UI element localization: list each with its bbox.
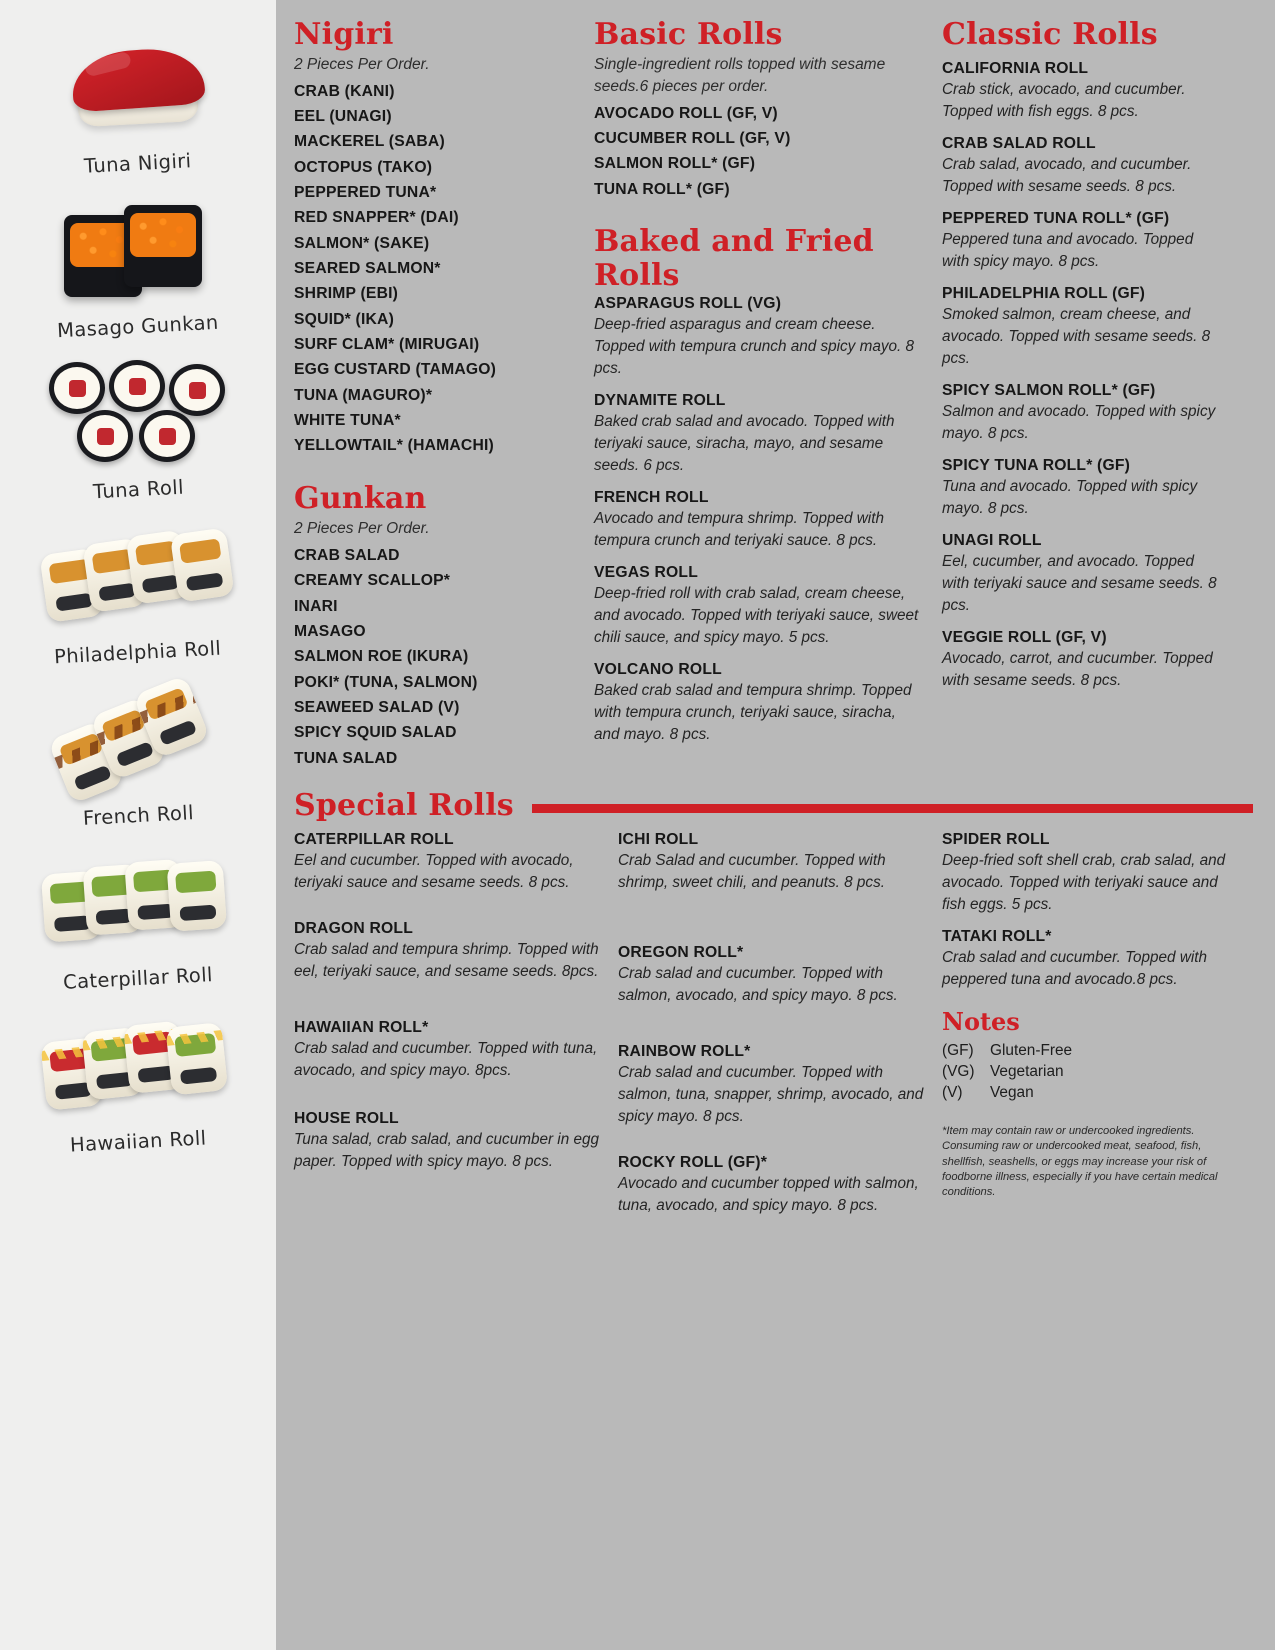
photo-item-tuna-roll xyxy=(13,348,263,509)
list-item: AVOCADO ROLL (GF, V) xyxy=(594,104,778,122)
legend-tag: (GF) xyxy=(942,1041,974,1059)
tuna-nigiri-image xyxy=(28,22,248,150)
menu-entry xyxy=(942,285,1224,370)
menu-entry xyxy=(942,457,1224,520)
photo-item-tuna-nigiri xyxy=(13,22,263,183)
entry-name: DRAGON ROLL xyxy=(294,919,413,937)
section-title-notes: Notes xyxy=(942,1006,1020,1036)
menu-entry xyxy=(594,564,924,649)
entry-name: UNAGI ROLL xyxy=(942,531,1042,549)
entry-desc: Baked crab salad and avocado. Topped with teriyaki sauce, siracha, mayo, and sesame seeds. 6 pcs. xyxy=(594,412,895,474)
gunkan-list xyxy=(294,547,576,769)
legend-label: Gluten-Free xyxy=(990,1041,1073,1059)
entry-name: SPICY TUNA ROLL* (GF) xyxy=(942,456,1131,474)
entry-name: RAINBOW ROLL* xyxy=(618,1042,751,1060)
entry-name: CRAB SALAD ROLL xyxy=(942,134,1096,152)
entry-desc: Peppered tuna and avocado. Topped with spicy mayo. 8 pcs. xyxy=(942,230,1194,270)
special-column-2 xyxy=(618,831,942,1229)
basic-rolls-list xyxy=(594,105,924,200)
entry-desc: Crab salad and cucumber. Topped with salmon, tuna, snapper, shrimp, avocado, and spicy mayo. 8 pcs. xyxy=(618,1063,924,1125)
entry-name: FRENCH ROLL xyxy=(594,488,709,506)
photo-item-philadelphia-roll xyxy=(13,511,263,672)
list-item: PEPPERED TUNA* xyxy=(294,183,437,201)
disclaimer-text: *Item may contain raw or undercooked ingredients. Consuming raw or undercooked meat, seafood, fish, shellfish, seashells, or eggs may increase your risk of foodborne illness, especially if you have certain medical conditions. xyxy=(942,1124,1218,1199)
entry-name: CATERPILLAR ROLL xyxy=(294,830,454,848)
section-title-gunkan: Gunkan xyxy=(294,481,427,517)
menu-entry xyxy=(942,60,1224,123)
classic-rolls-list xyxy=(942,60,1224,692)
menu-content xyxy=(276,0,1275,1650)
column-basic-baked xyxy=(594,18,942,775)
entry-name: TATAKI ROLL* xyxy=(942,927,1052,945)
legend-row xyxy=(942,1042,1232,1060)
list-item: OCTOPUS (TAKO) xyxy=(294,158,433,176)
section-title-baked-fried-rolls: Baked and Fried Rolls xyxy=(594,224,874,294)
entry-name: DYNAMITE ROLL xyxy=(594,391,726,409)
entry-desc: Avocado, carrot, and cucumber. Topped with sesame seeds. 8 pcs. xyxy=(942,649,1213,689)
list-item: MASAGO xyxy=(294,622,366,640)
list-item: SPICY SQUID SALAD xyxy=(294,724,457,742)
menu-entry xyxy=(618,1154,926,1217)
section-title-special-rolls: Special Rolls xyxy=(294,787,514,823)
top-columns xyxy=(294,18,1253,775)
menu-entry xyxy=(942,928,1232,991)
entry-desc: Baked crab salad and tempura shrimp. Topped with tempura crunch, teriyaki sauce, siracha, and mayo. 8 pcs. xyxy=(594,681,912,743)
section-title-nigiri: Nigiri xyxy=(294,17,394,52)
list-item: EGG CUSTARD (TAMAGO) xyxy=(294,361,497,379)
entry-name: PHILADELPHIA ROLL (GF) xyxy=(942,284,1146,302)
section-title-basic-rolls: Basic Rolls xyxy=(594,17,783,52)
entry-desc: Salmon and avocado. Topped with spicy mayo. 8 pcs. xyxy=(942,402,1216,442)
entry-desc: Avocado and cucumber topped with salmon, tuna, avocado, and spicy mayo. 8 pcs. xyxy=(618,1174,919,1214)
photo-item-caterpillar-roll xyxy=(13,837,263,998)
special-rolls-columns xyxy=(294,831,1253,1229)
entry-name: SPIDER ROLL xyxy=(942,830,1050,848)
special-column-1 xyxy=(294,831,618,1229)
nigiri-subnote: 2 Pieces Per Order. xyxy=(294,55,430,73)
menu-entry xyxy=(294,831,602,894)
entry-desc: Crab salad, avocado, and cucumber. Topped with sesame seeds. 8 pcs. xyxy=(942,155,1192,195)
special-column-3 xyxy=(942,831,1242,1229)
column-classic-rolls xyxy=(942,18,1242,775)
list-item: CRAB SALAD xyxy=(294,546,400,564)
entry-name: SPICY SALMON ROLL* (GF) xyxy=(942,381,1156,399)
entry-name: ICHI ROLL xyxy=(618,830,699,848)
list-item: SHRIMP (EBI) xyxy=(294,285,399,303)
list-item: SALMON* (SAKE) xyxy=(294,234,430,252)
legend-row xyxy=(942,1084,1232,1102)
list-item: CREAMY SCALLOP* xyxy=(294,572,451,590)
photo-caption: Masago Gunkan xyxy=(56,310,220,343)
entry-desc: Crab stick, avocado, and cucumber. Topped with fish eggs. 8 pcs. xyxy=(942,80,1186,120)
menu-entry xyxy=(294,1110,602,1173)
list-item: CRAB (KANI) xyxy=(294,82,395,100)
menu-entry xyxy=(942,210,1224,273)
entry-desc: Crab salad and cucumber. Topped with tuna, avocado, and spicy mayo. 8pcs. xyxy=(294,1039,598,1079)
list-item: SEARED SALMON* xyxy=(294,260,441,277)
list-item: EEL (UNAGI) xyxy=(294,107,392,125)
entry-desc: Avocado and tempura shrimp. Topped with tempura crunch and teriyaki sauce. 8 pcs. xyxy=(594,509,884,549)
menu-entry xyxy=(942,831,1232,916)
entry-desc: Crab salad and cucumber. Topped with peppered tuna and avocado.8 pcs. xyxy=(942,948,1208,988)
entry-desc: Eel, cucumber, and avocado. Topped with teriyaki sauce and sesame seeds. 8 pcs. xyxy=(942,552,1217,614)
list-item: TUNA SALAD xyxy=(294,749,398,767)
list-item: TUNA ROLL* (GF) xyxy=(594,180,730,198)
list-item: POKI* (TUNA, SALMON) xyxy=(294,673,478,691)
list-item: INARI xyxy=(294,597,338,615)
entry-desc: Tuna salad, crab salad, and cucumber in egg paper. Topped with spicy mayo. 8 pcs. xyxy=(294,1130,599,1170)
entry-name: VOLCANO ROLL xyxy=(594,660,722,678)
section-title-classic-rolls: Classic Rolls xyxy=(942,17,1158,52)
entry-name: PEPPERED TUNA ROLL* (GF) xyxy=(942,209,1170,227)
menu-entry xyxy=(594,392,924,477)
menu-entry xyxy=(618,831,926,894)
menu-entry xyxy=(294,1019,602,1082)
baked-fried-list xyxy=(594,295,924,746)
menu-entry xyxy=(594,295,924,380)
legend-list xyxy=(942,1042,1232,1102)
entry-name: ASPARAGUS ROLL (VG) xyxy=(594,294,782,312)
legend-label: Vegetarian xyxy=(990,1062,1064,1080)
entry-desc: Deep-fried soft shell crab, crab salad, and avocado. Topped with teriyaki sauce and fish eggs. 5 pcs. xyxy=(942,851,1226,913)
philadelphia-roll-image xyxy=(28,511,248,639)
list-item: SQUID* (IKA) xyxy=(294,310,395,328)
entry-desc: Crab Salad and cucumber. Topped with shrimp, sweet chili, and peanuts. 8 pcs. xyxy=(618,851,886,891)
entry-desc: Eel and cucumber. Topped with avocado, teriyaki sauce and sesame seeds. 8 pcs. xyxy=(294,851,574,891)
menu-entry xyxy=(618,1043,926,1128)
list-item: SALMON ROE (IKURA) xyxy=(294,648,469,666)
entry-name: VEGGIE ROLL (GF, V) xyxy=(942,628,1107,646)
basic-rolls-subnote: Single-ingredient rolls topped with sesame seeds.6 pieces per order. xyxy=(594,55,886,95)
gunkan-subnote: 2 Pieces Per Order. xyxy=(294,519,430,537)
list-item: YELLOWTAIL* (HAMACHI) xyxy=(294,437,494,455)
photo-item-hawaiian-roll xyxy=(13,1000,263,1161)
entry-desc: Deep-fried roll with crab salad, cream cheese, and avocado. Topped with teriyaki sauce, sweet chili sauce, and spicy mayo. 5 pcs. xyxy=(594,584,919,646)
photo-caption: Philadelphia Roll xyxy=(53,636,223,669)
nigiri-list xyxy=(294,83,576,457)
list-item: SURF CLAM* (MIRUGAI) xyxy=(294,336,480,354)
masago-gunkan-image xyxy=(28,185,248,313)
entry-name: VEGAS ROLL xyxy=(594,563,698,581)
photo-caption: French Roll xyxy=(82,801,194,830)
entry-desc: Crab salad and tempura shrimp. Topped with eel, teriyaki sauce, and sesame seeds. 8pcs. xyxy=(294,940,599,980)
list-item: CUCUMBER ROLL (GF, V) xyxy=(594,129,791,147)
menu-entry xyxy=(942,532,1224,617)
photo-caption: Caterpillar Roll xyxy=(62,963,214,994)
entry-desc: Smoked salmon, cream cheese, and avocado. Topped with sesame seeds. 8 pcs. xyxy=(942,305,1211,367)
tuna-roll-image xyxy=(28,348,248,476)
entry-name: ROCKY ROLL (GF)* xyxy=(618,1153,768,1171)
photo-item-masago-gunkan xyxy=(13,185,263,346)
caterpillar-roll-image xyxy=(28,837,248,965)
list-item: WHITE TUNA* xyxy=(294,412,401,430)
column-nigiri-gunkan xyxy=(294,18,594,775)
entry-name: OREGON ROLL* xyxy=(618,943,744,961)
menu-entry xyxy=(294,920,602,983)
list-item: MACKEREL (SABA) xyxy=(294,133,445,151)
special-rolls-header xyxy=(294,789,1253,823)
photo-caption: Hawaiian Roll xyxy=(69,1126,207,1157)
divider xyxy=(532,804,1253,813)
list-item: SALMON ROLL* (GF) xyxy=(594,155,756,173)
legend-label: Vegan xyxy=(990,1083,1034,1101)
legend-tag: (V) xyxy=(942,1083,963,1101)
entry-name: HAWAIIAN ROLL* xyxy=(294,1018,429,1036)
menu-entry xyxy=(594,489,924,552)
list-item: RED SNAPPER* (DAI) xyxy=(294,209,459,227)
legend-tag: (VG) xyxy=(942,1062,975,1080)
entry-desc: Crab salad and cucumber. Topped with salmon, avocado, and spicy mayo. 8 pcs. xyxy=(618,964,898,1004)
menu-entry xyxy=(942,382,1224,445)
menu-entry xyxy=(942,629,1224,692)
entry-name: HOUSE ROLL xyxy=(294,1109,399,1127)
entry-name: CALIFORNIA ROLL xyxy=(942,59,1089,77)
hawaiian-roll-image xyxy=(28,1000,248,1128)
menu-entry xyxy=(618,944,926,1007)
photo-caption: Tuna Nigiri xyxy=(83,149,193,178)
menu-entry xyxy=(942,135,1224,198)
photo-item-french-roll xyxy=(13,674,263,835)
entry-desc: Deep-fried asparagus and cream cheese. Topped with tempura crunch and spicy mayo. 8 pcs. xyxy=(594,315,914,377)
list-item: TUNA (MAGURO)* xyxy=(294,386,433,404)
entry-desc: Tuna and avocado. Topped with spicy mayo. 8 pcs. xyxy=(942,477,1198,517)
legend-row xyxy=(942,1063,1232,1081)
photo-strip xyxy=(0,0,276,1650)
list-item: SEAWEED SALAD (V) xyxy=(294,698,460,716)
photo-caption: Tuna Roll xyxy=(92,475,184,504)
menu-entry xyxy=(594,661,924,746)
french-roll-image xyxy=(28,674,248,802)
